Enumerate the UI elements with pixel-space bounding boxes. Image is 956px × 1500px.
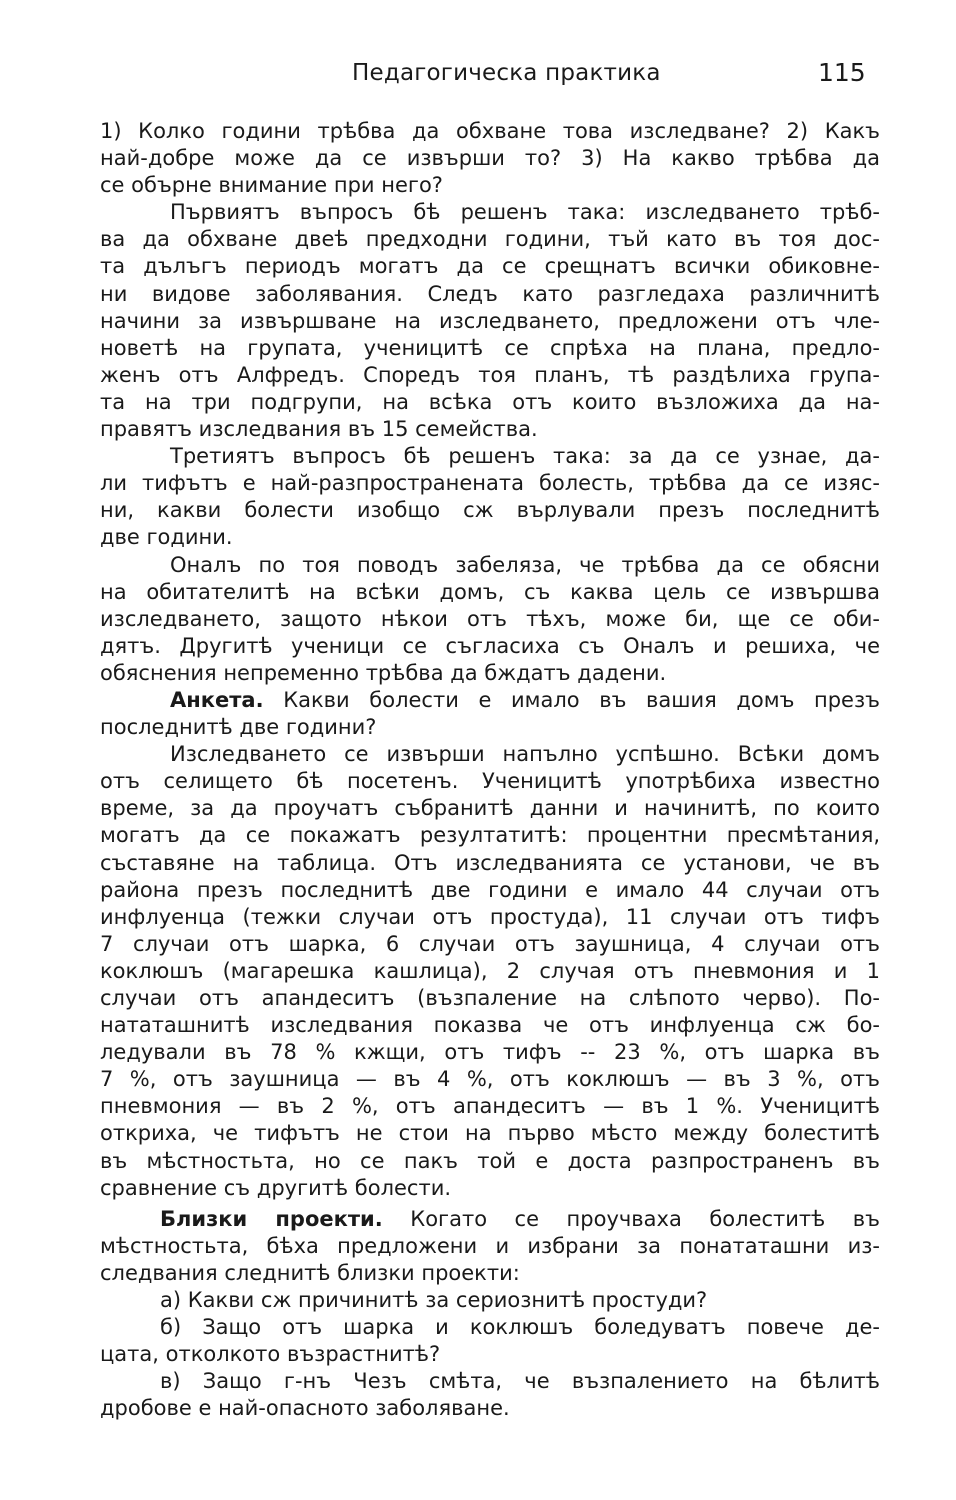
text-line: правятъ изследвания въ 15 семейства. <box>100 417 538 442</box>
text-line: две години. <box>100 525 233 550</box>
text-line: обяснения непременно трѣбва да бждатъ дадени. <box>100 660 667 685</box>
text-line: откриха, че тифътъ не стои на първо мѣсто между болеститѣ <box>100 1121 880 1146</box>
text-line: се обърне внимание при него? <box>100 173 443 198</box>
text-line: ли тифътъ е най-разпространената болесть, трѣбва да се изяс- <box>100 471 880 496</box>
text-line: коклюшъ (магарешка кашлица), 2 случая отъ пневмония и 1 <box>100 958 880 983</box>
text-line: б) Защо отъ шарка и коклюшъ боледуватъ повече де- <box>160 1315 880 1340</box>
text-line: мѣстностьта, бѣха предложени и избрани за понататашни из- <box>100 1233 880 1258</box>
paragraph-survey <box>100 687 880 741</box>
text-line: въ мѣстностьта, но се пакъ той е доста разпространенъ въ <box>100 1148 880 1173</box>
paragraph-first-question <box>100 199 880 443</box>
text-line: нататашнитѣ изследвания показва че отъ инфлуенца сж бо- <box>100 1013 880 1038</box>
text-line: най-добре може да се извърши то? 3) На какво трѣбва да <box>100 146 880 171</box>
text-line: района презъ последнитѣ две години е имало 44 случаи отъ <box>100 877 880 902</box>
paragraph-questions <box>100 118 880 199</box>
text-line: ледували въ 78 % кжщи, отъ тифъ -- 23 %, отъ шарка въ <box>100 1040 880 1065</box>
text-line: отъ селището бѣ посетенъ. Ученицитѣ употрѣбиха известно <box>100 769 880 794</box>
text-line: изследването, защото нѣкои отъ тѣхъ, може би, ще се оби- <box>100 606 880 631</box>
text-line: цата, отколкото възрастнитѣ? <box>100 1342 441 1367</box>
text-line: пневмония — въ 2 %, отъ апандеситъ — въ 1 %. Ученицитѣ <box>100 1094 880 1119</box>
text-line: 1) Колко години трѣбва да обхване това изследване? 2) Какъ <box>100 119 880 143</box>
text-line: ва да обхване двеѣ предходни години, тъй като въ тоя дос- <box>100 227 880 252</box>
text-line: та на три подгрупи, на всѣка отъ които възложиха да на- <box>100 389 880 414</box>
text-line: а) Какви сж причинитѣ за сериознитѣ простуди? <box>160 1288 708 1313</box>
text-line: в) Защо г-нъ Чезъ смѣта, че възпалението на бѣлитѣ <box>160 1369 880 1394</box>
text-line: ни, какви болести изобщо сж върлували презъ последнитѣ <box>100 498 880 523</box>
text-line: сравнение съ другитѣ болести. <box>100 1175 452 1200</box>
project-item-c <box>100 1368 880 1422</box>
text-line <box>100 687 880 714</box>
text-line: Третиятъ въпросъ бѣ решенъ така: за да се узнае, да- <box>170 444 880 469</box>
paragraph-results <box>100 741 880 1202</box>
text-line: ни видове заболявания. Следъ като разгледаха различнитѣ <box>100 281 880 306</box>
text-line: време, за да проучатъ събранитѣ данни и начинитѣ, по които <box>100 796 880 821</box>
text-line: та дълъгъ периодъ могатъ да се срещнатъ всички обиковне- <box>100 254 880 279</box>
text-line: дятъ. Другитѣ ученици се съгласиха съ Оналъ и решиха, че <box>100 633 880 658</box>
running-title: Педагогическа практика <box>352 60 661 86</box>
text-line: следвания следнитѣ близки проекти: <box>100 1260 520 1285</box>
paragraph-third-question <box>100 443 880 551</box>
section-heading-survey: Анкета. <box>170 687 264 712</box>
text-line: Оналъ по тоя поводъ забеляза, че трѣбва да се обясни <box>170 552 880 577</box>
text-line: 7 %, отъ заушница — въ 4 %, отъ коклюшъ — въ 3 %, отъ <box>100 1067 880 1092</box>
paragraph-onal <box>100 552 880 687</box>
text-line: инфлуенца (тежки случаи отъ простуда), 11 случаи отъ тифъ <box>100 904 880 929</box>
text-line: 7 случаи отъ шарка, 6 случаи отъ заушница, 4 случаи отъ <box>100 931 880 956</box>
body-text <box>100 118 880 1423</box>
text-line: новетѣ на групата, ученицитѣ се спрѣха на плана, предло- <box>100 335 880 360</box>
text-line: начини за извършване на изследването, предложени отъ чле- <box>100 308 880 333</box>
text-line: съставяне на таблица. Отъ изследванията се установи, че въ <box>100 850 880 875</box>
paragraph-near-projects <box>100 1206 880 1287</box>
text-line: Първиятъ въпросъ бѣ решенъ така: изследването трѣб- <box>170 200 880 225</box>
section-heading-projects: Близки проекти. <box>160 1206 383 1231</box>
text-line: женъ отъ Алфредъ. Споредъ тоя планъ, тѣ раздѣлиха група- <box>100 362 880 387</box>
text-line: могатъ да се покажатъ резултатитѣ: процентни пресмѣтания, <box>100 823 880 848</box>
project-item-a <box>100 1287 880 1314</box>
text-line: на обитателитѣ на всѣки домъ, съ каква цель се извършва <box>100 579 880 604</box>
text-line <box>100 1206 880 1233</box>
text-run: Когато се проучваха болеститѣ въ <box>410 1206 880 1231</box>
text-run: Какви болести е имало въ вашия домъ презъ <box>283 687 880 712</box>
text-line: дробове е най-опасното заболяване. <box>100 1396 510 1421</box>
text-line: Изследването се извърши напълно успѣшно. Всѣки домъ <box>170 742 880 767</box>
text-line: последнитѣ две години? <box>100 715 377 740</box>
project-item-b <box>100 1314 880 1368</box>
text-line: случаи отъ апандеситъ (възпаление на слѣпото черво). По- <box>100 986 880 1010</box>
page-number: 115 <box>818 58 866 87</box>
